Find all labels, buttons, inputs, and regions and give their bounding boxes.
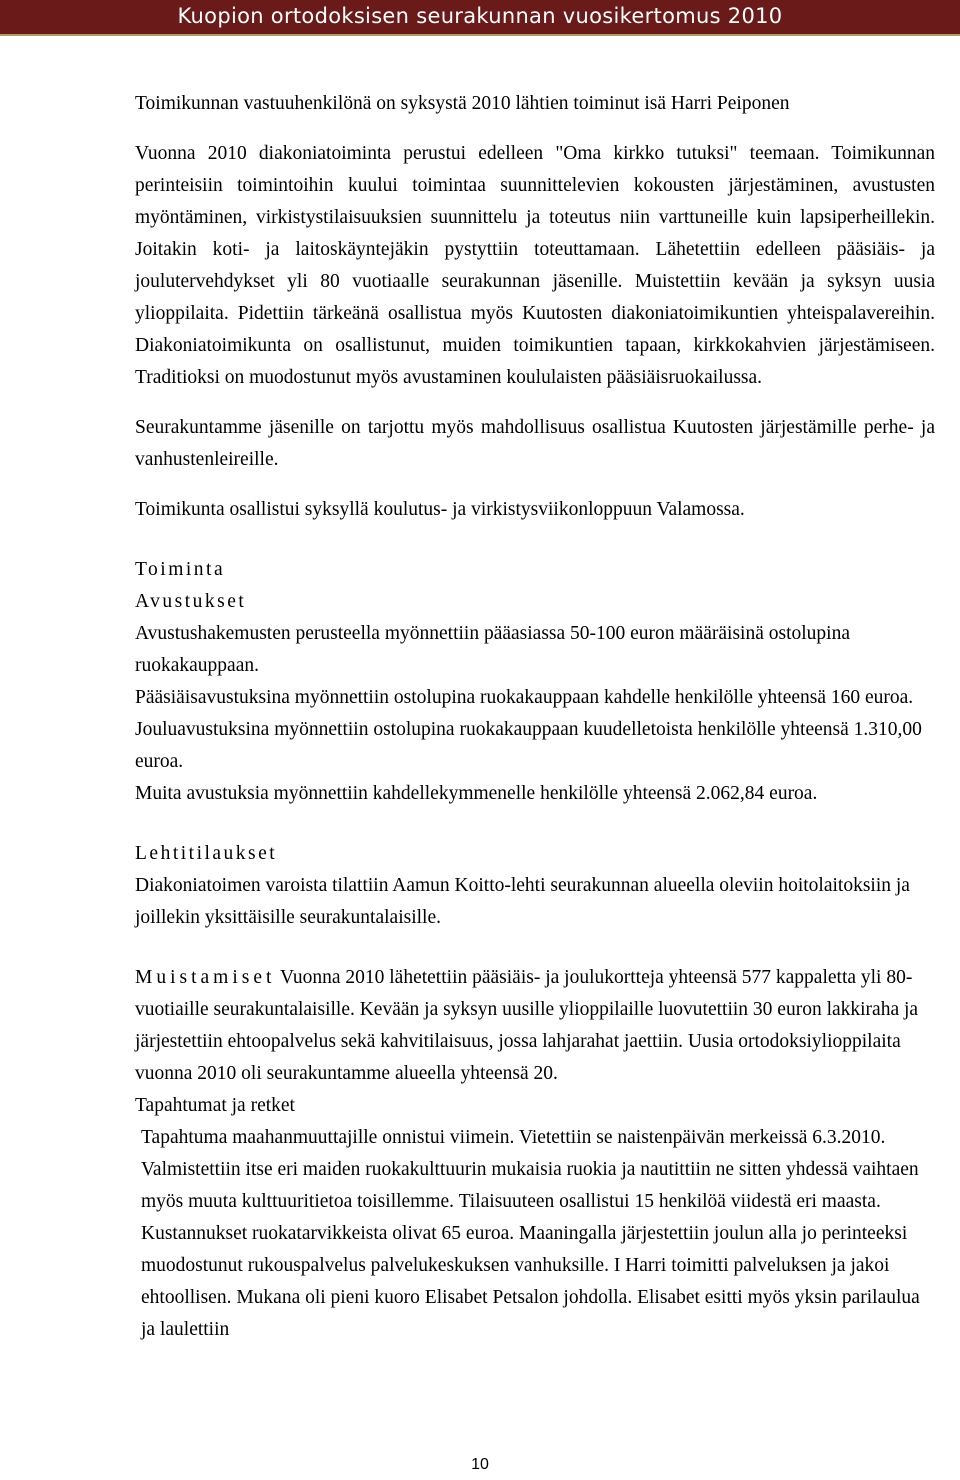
avustukset-line: Jouluavustuksina myönnettiin ostolupina ruokakauppaan kuudelletoista henkilölle yhteensä 1.310,00 euroa. <box>135 719 922 772</box>
paragraph-camps: Seurakuntamme jäsenille on tarjottu myös mahdollisuus osallistua Kuutosten järjestämille perhe- ja vanhustenleireille. <box>135 417 935 470</box>
document-title: Kuopion ortodoksisen seurakunnan vuosikertomus 2010 <box>177 4 783 28</box>
section-heading-tapahtumat: Tapahtumat ja retket <box>135 1095 295 1116</box>
paragraph-valamo: Toimikunta osallistui syksyllä koulutus- ja virkistysviikonloppuun Valamossa. <box>135 499 745 520</box>
section-heading-lehtitilaukset: Lehtitilaukset <box>135 843 278 864</box>
page-number: 10 <box>471 1456 489 1473</box>
avustukset-line: Avustushakemusten perusteella myönnettiin pääasiassa 50-100 euron määräisinä ostolupina ruokakauppaan. <box>135 623 850 676</box>
avustukset-line: Pääsiäisavustuksina myönnettiin ostolupina ruokakauppaan kahdelle henkilölle yhteensä 160 euroa. <box>135 687 914 708</box>
paragraph-diakonia-activity: Vuonna 2010 diakoniatoiminta perustui edelleen "Oma kirkko tutuksi" teemaan. Toimikunnan perinteisiin toimintoihin kuului toimintaa suunnittelevien kokousten järjestäminen, avustusten myöntäminen, virkistystilaisuuksien suunnittelu ja toteutus niin varttuneille kuin lapsiperheillekin. Joitakin koti- ja laitoskäyntejäkin pystyttiin toteuttamaan. Lähetettiin edelleen pääsiäis- ja joulutervehdykset yli 80 vuotiaalle seurakunnan jäsenille. Muistettiin kevään ja syksyn uusia ylioppilaita. Pidettiin tärkeänä osallistua myös Kuutosten diakoniatoimikuntien yhteispalavereihin. Diakoniatoimikunta on osallistunut, muiden toimikuntien tapaan, kirkkokahvien järjestämiseen. Traditioksi on muodostunut myös avustaminen koululaisten pääsiäisruokailussa. <box>135 143 935 388</box>
paragraph-tapahtumat: Tapahtuma maahanmuuttajille onnistui viimein. Vietettiin se naistenpäivän merkeissä 6.3.2010. Valmistettiin itse eri maiden ruokakulttuurin mukaisia ruokia ja nautittiin ne sitten yhdessä vaihtaen myös muuta kulttuuritietoa toisillemme. Tilaisuuteen osallistui 15 henkilöä viidestä eri maasta. Kustannukset ruokatarvikkeista olivat 65 euroa. Maaningalla järjestettiin joulun alla jo perinteeksi muodostunut rukouspalvelus palvelukeskuksen vanhuksille. I Harri toimitti palveluksen ja jakoi ehtoollisen. Mukana oli pieni kuoro Elisabet Petsalon johdolla. Elisabet esitti myös yksin parilaulua ja laulettiin <box>141 1127 920 1340</box>
avustukset-line: Muita avustuksia myönnettiin kahdellekymmenelle henkilölle yhteensä 2.062,84 euroa. <box>135 783 818 804</box>
paragraph-responsible-person: Toimikunnan vastuuhenkilönä on syksystä 2010 lähtien toiminut isä Harri Peiponen <box>135 93 790 114</box>
section-heading-toiminta: Toiminta <box>135 559 226 580</box>
muistamiset-text: Vuonna 2010 lähetettiin pääsiäis- ja joulukortteja yhteensä 577 kappaletta yli 80- vuotiaille seurakuntalaisille. Kevään ja syksyn uusille ylioppilaille luovutettiin 30 euron lakkiraha ja järjestettiin ehtoopalvelus sekä kahvitilaisuus, jossa lahjarahat jaettiin. Uusia ortodoksiylioppilaita vuonna 2010 oli seurakuntamme alueella yhteensä 20. <box>135 967 919 1084</box>
subheading-avustukset: Avustukset <box>135 591 247 612</box>
page-body <box>135 88 935 1346</box>
inline-heading-muistamiset: Muistamiset <box>135 967 276 988</box>
paragraph-lehtitilaukset: Diakoniatoimen varoista tilattiin Aamun Koitto-lehti seurakunnan alueella oleviin hoitolaitoksiin ja joillekin yksittäisille seurakuntalaisille. <box>135 875 910 928</box>
paragraph-muistamiset <box>135 962 935 1090</box>
page-header <box>0 0 960 36</box>
